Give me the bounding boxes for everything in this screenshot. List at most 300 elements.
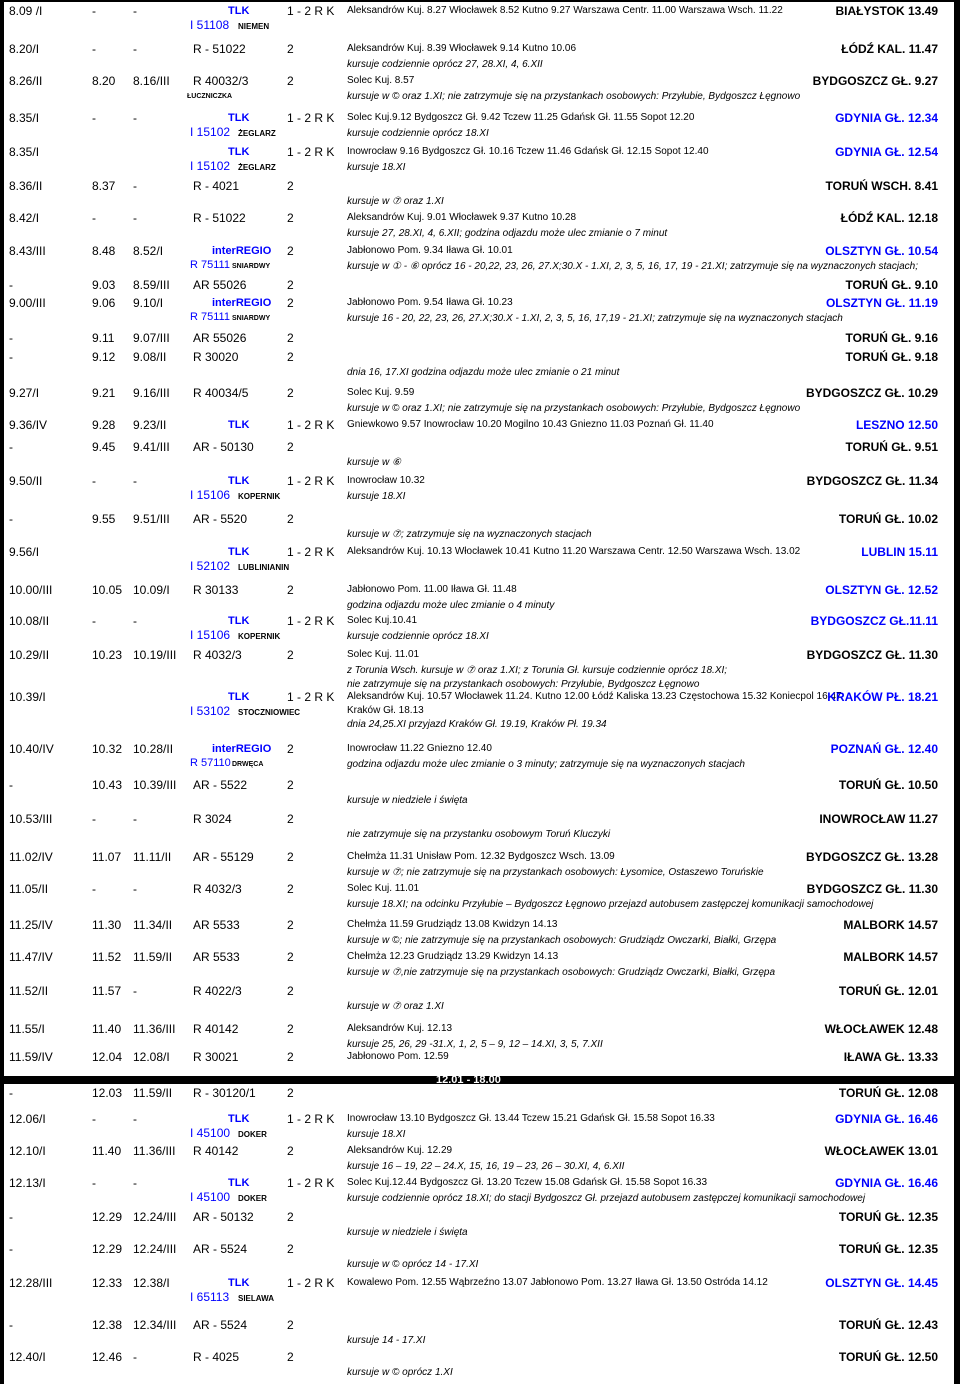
departure-time-1: 12.38 — [92, 1318, 123, 1332]
left-border — [0, 0, 4, 1384]
destination: INOWROCŁAW 11.27 — [819, 812, 938, 826]
route-note: dnia 16, 17.XI godzina odjazdu może ulec zmianie o 21 minut — [347, 367, 620, 378]
route-stops: Kowalewo Pom. 12.55 Wąbrzeźno 13.07 Jabłonowo Pom. 13.27 Iława Gł. 13.50 Ostróda 14.12 — [347, 1277, 768, 1288]
arrival-time: 9.36/IV — [9, 418, 48, 432]
train-category: R 40034/5 — [193, 386, 249, 400]
departure-time-2: 9.23/II — [133, 418, 167, 432]
route-note: kursuje w ⑦; zatrzymuje się na wyznaczonych stacjach — [347, 529, 592, 540]
departure-time-2: 10.39/III — [133, 778, 177, 792]
destination: TORUŃ GŁ. 12.50 — [838, 1350, 938, 1364]
departure-time-1: 9.11 — [92, 331, 115, 345]
train-category: R 30020 — [193, 350, 239, 364]
departure-time-2: - — [133, 984, 137, 998]
route-stops: Solec Kuj.10.41 — [347, 615, 418, 626]
departure-time-1: - — [92, 1112, 96, 1126]
route-stops: Jabłonowo Pom. 11.00 Iława Gł. 11.48 — [347, 584, 517, 595]
destination: BYDGOSZCZ GŁ. 10.29 — [805, 386, 938, 400]
class-info: 2 — [287, 211, 294, 225]
route-note: nie zatrzymuje się na przystanku osobowym Toruń Kluczyki — [347, 829, 611, 840]
arrival-time: - — [9, 1086, 13, 1100]
route-note: kursuje w ⑥ — [347, 457, 401, 468]
departure-time-2: 12.34/III — [133, 1318, 177, 1332]
route-stops: Inowrocław 11.22 Gniezno 12.40 — [347, 743, 492, 754]
train-number: I 45100 — [190, 1126, 231, 1140]
departure-time-1: 9.06 — [92, 296, 116, 310]
class-info: 2 — [287, 648, 294, 662]
departure-time-2: - — [133, 1350, 137, 1364]
arrival-time: 11.02/IV — [9, 850, 53, 864]
arrival-time: 8.35/I — [9, 111, 40, 125]
route-note: kursuje w © oprócz 14 - 17.XI — [347, 1259, 479, 1270]
class-info: 1 - 2 R K — [287, 690, 335, 704]
departure-time-1: 9.45 — [92, 440, 116, 454]
destination: LUBLIN 15.11 — [861, 545, 938, 559]
arrival-time: - — [9, 350, 13, 364]
departure-time-1: 11.40 — [92, 1022, 122, 1036]
destination: TORUŃ GŁ. 9.10 — [845, 278, 938, 292]
arrival-time: 11.59/IV — [9, 1050, 53, 1064]
class-info: 2 — [287, 1050, 294, 1064]
train-category: R 30021 — [193, 1050, 239, 1064]
train-number: I 53102 — [190, 704, 231, 718]
route-stops: Chełmża 12.23 Grudziądz 13.29 Kwidzyn 14.13 — [347, 951, 559, 962]
route-note: kursuje w niedziele i święta — [347, 795, 468, 806]
destination: GDYNIA GŁ. 12.34 — [835, 111, 938, 125]
train-number: I 15106 — [190, 628, 231, 642]
destination: WŁOCŁAWEK 12.48 — [824, 1022, 938, 1036]
arrival-time: 12.06/I — [9, 1112, 46, 1126]
destination: KRAKÓW PŁ. 18.21 — [827, 690, 938, 704]
class-info: 2 — [287, 778, 294, 792]
arrival-time: 10.08/II — [9, 614, 50, 628]
time-band-label: 12.01 - 18.00 — [436, 1074, 501, 1086]
route-stops: Aleksandrów Kuj. 8.39 Włocławek 9.14 Kutno 10.06 — [347, 43, 577, 54]
arrival-time: - — [9, 1242, 13, 1256]
arrival-time: - — [9, 278, 13, 292]
class-info: 2 — [287, 386, 294, 400]
class-info: 2 — [287, 512, 294, 526]
class-info: 1 - 2 R K — [287, 1276, 335, 1290]
train-category: R 4032/3 — [193, 882, 242, 896]
departure-time-2: 12.24/III — [133, 1210, 177, 1224]
class-info: 1 - 2 R K — [287, 474, 335, 488]
route-note: kursuje codziennie oprócz 18.XI — [347, 631, 489, 642]
route-stops: Inowrocław 13.10 Bydgoszcz Gł. 13.44 Tczew 15.21 Gdańsk Gł. 15.58 Sopot 16.33 — [347, 1113, 715, 1124]
departure-time-2: 11.36/III — [133, 1022, 176, 1036]
train-category: AR - 5524 — [193, 1318, 248, 1332]
train-name: DOKER — [238, 1194, 267, 1203]
destination: MALBORK 14.57 — [843, 918, 938, 932]
destination: TORUŃ GŁ. 9.18 — [845, 350, 938, 364]
departure-time-1: 11.07 — [92, 850, 122, 864]
arrival-time: 9.50/II — [9, 474, 43, 488]
arrival-time: 8.42/I — [9, 211, 40, 225]
departure-time-2: 8.16/III — [133, 74, 170, 88]
route-note: kursuje w ① - ⑥ oprócz 16 - 20,22, 23, 26, 27.X;30.X - 1.XI, 2, 3, 5, 16, 17, 19 - 21.XI; zatrzymuje się na wyznaczonych stacjach; — [347, 261, 918, 272]
route-note: kursuje 18.XI; na odcinku Przyłubie – Bydgoszcz Łęgnowo przejazd autobusem zastępczej komunikacji samochodowej — [347, 899, 874, 910]
class-info: 1 - 2 R K — [287, 545, 335, 559]
class-info: 2 — [287, 74, 294, 88]
train-name: ŻEGLARZ — [238, 163, 276, 172]
train-number: I 65113 — [190, 1290, 230, 1304]
arrival-time: 8.26/II — [9, 74, 43, 88]
destination: TORUŃ GŁ. 10.50 — [838, 778, 938, 792]
train-category: interREGIO — [212, 245, 272, 257]
departure-time-1: 8.48 — [92, 244, 116, 258]
train-name: DOKER — [238, 1130, 267, 1139]
route-stops: Aleksandrów Kuj. 10.13 Włocławek 10.41 Kutno 11.20 Warszawa Centr. 12.50 Warszawa Wsch. 13.02 — [347, 546, 801, 557]
class-info: 1 - 2 R K — [287, 4, 335, 18]
departure-time-1: 10.43 — [92, 778, 123, 792]
train-number: I 15106 — [190, 488, 231, 502]
arrival-time: 8.36/II — [9, 179, 43, 193]
train-category: AR - 5524 — [193, 1242, 248, 1256]
route-stops: Solec Kuj. 8.57 — [347, 75, 415, 86]
departure-time-1: - — [92, 211, 96, 225]
route-note: kursuje 27, 28.XI, 4, 6.XII; godzina odjazdu może ulec zmianie o 7 minut — [347, 228, 668, 239]
train-category: R 40032/3 — [193, 74, 249, 88]
train-category: R - 51022 — [193, 211, 246, 225]
route-note: kursuje w ⑦,nie zatrzymuje się na przystankach osobowych: Grudziądz Owczarki, Białki, Grzępa — [347, 967, 776, 978]
route-note: kursuje codziennie oprócz 18.XI — [347, 128, 489, 139]
arrival-time: 9.27/I — [9, 386, 40, 400]
route-note-2: nie zatrzymuje się na przystankach osobowych: Przyłubie, Bydgoszcz Łęgnowo — [347, 679, 700, 690]
arrival-time: 11.47/IV — [9, 950, 53, 964]
arrival-time: 8.09 /I — [9, 4, 43, 18]
departure-time-1: - — [92, 474, 96, 488]
route-stops: Aleksandrów Kuj. 9.01 Włocławek 9.37 Kutno 10.28 — [347, 212, 577, 223]
route-note: kursuje 16 – 19, 22 – 24.X, 15, 16, 19 – 23, 26 – 30.XI, 4, 6.XII — [347, 1161, 625, 1172]
arrival-time: 10.00/III — [9, 583, 53, 597]
train-category: TLK — [228, 546, 250, 558]
arrival-time: 8.20/I — [9, 42, 40, 56]
train-name: KOPERNIK — [238, 632, 281, 641]
destination: BYDGOSZCZ GŁ. 11.34 — [806, 474, 938, 488]
route-note: kursuje 16 - 20, 22, 23, 26, 27.X;30.X - 1.XI, 2, 3, 5, 16, 17,19 - 21.XI; zatrzymuje się na wyznaczonych stacjach — [347, 313, 843, 324]
train-category: AR - 50130 — [193, 440, 254, 454]
class-info: 1 - 2 R K — [287, 111, 335, 125]
departure-time-2: 11.59/II — [133, 950, 173, 964]
route-stops: Solec Kuj. 11.01 — [347, 883, 420, 894]
route-note: kursuje codziennie oprócz 18.XI; do stacji Bydgoszcz Gł. przejazd autobusem zastępczej komunikacji samochodowej — [347, 1193, 866, 1204]
departure-time-2: 11.34/II — [133, 918, 173, 932]
train-name: LUBLINIANIN — [238, 563, 290, 572]
departure-time-1: 11.52 — [92, 950, 122, 964]
departure-time-2: 8.52/I — [133, 244, 164, 258]
train-number: R 57110 — [190, 757, 231, 769]
route-note: godzina odjazdu może ulec zmianie o 3 minuty; zatrzymuje się na wyznaczonych stacjach — [347, 759, 745, 770]
departure-time-2: 9.51/III — [133, 512, 170, 526]
arrival-time: - — [9, 512, 13, 526]
arrival-time: 10.29/II — [9, 648, 50, 662]
train-category: R 4032/3 — [193, 648, 242, 662]
arrival-time: 10.40/IV — [9, 742, 54, 756]
train-number: I 15102 — [190, 159, 231, 173]
train-category: TLK — [228, 5, 250, 17]
route-stops: Solec Kuj. 11.01 — [347, 649, 420, 660]
route-stops: Solec Kuj.12.44 Bydgoszcz Gł. 13.20 Tczew 15.08 Gdańsk Gł. 15.58 Sopot 16.33 — [347, 1177, 708, 1188]
departure-time-1: 12.46 — [92, 1350, 123, 1364]
class-info: 1 - 2 R K — [287, 1176, 335, 1190]
departure-time-2: - — [133, 1112, 137, 1126]
departure-time-2: - — [133, 474, 137, 488]
destination: BYDGOSZCZ GŁ. 13.28 — [805, 850, 938, 864]
departure-time-1: 10.23 — [92, 648, 123, 662]
departure-time-2: 10.09/I — [133, 583, 170, 597]
route-note: kursuje w ©; nie zatrzymuje się na przystankach osobowych: Grudziądz Owczarki, Białki, Grzępa — [347, 935, 777, 946]
departure-time-1: 11.30 — [92, 918, 122, 932]
departure-time-2: 11.36/III — [133, 1144, 176, 1158]
destination: MALBORK 14.57 — [843, 950, 938, 964]
destination: ŁÓDŹ KAL. 12.18 — [840, 211, 938, 225]
departure-time-1: - — [92, 1176, 96, 1190]
train-name: NIEMEN — [238, 22, 270, 31]
destination: TORUŃ GŁ. 9.51 — [845, 440, 938, 454]
class-info: 2 — [287, 950, 294, 964]
class-info: 2 — [287, 1242, 294, 1256]
train-number: I 45100 — [190, 1190, 231, 1204]
class-info: 2 — [287, 1144, 294, 1158]
train-category: AR - 50132 — [193, 1210, 254, 1224]
class-info: 2 — [287, 296, 294, 310]
class-info: 2 — [287, 1350, 294, 1364]
destination: OLSZTYN GŁ. 12.52 — [825, 583, 938, 597]
departure-time-2: 10.19/III — [133, 648, 177, 662]
train-number: R 75111 — [190, 259, 230, 271]
departure-time-1: - — [92, 4, 96, 18]
route-note: kursuje 18.XI — [347, 1129, 406, 1140]
departure-time-2: - — [133, 614, 137, 628]
departure-time-1: 9.03 — [92, 278, 116, 292]
departure-time-2: 12.24/III — [133, 1242, 177, 1256]
train-category: R 40142 — [193, 1022, 239, 1036]
class-info: 2 — [287, 882, 294, 896]
departure-time-2: 9.07/III — [133, 331, 170, 345]
destination: TORUŃ GŁ. 9.16 — [845, 331, 938, 345]
class-info: 2 — [287, 1210, 294, 1224]
train-category: R 40142 — [193, 1144, 239, 1158]
class-info: 2 — [287, 742, 294, 756]
destination: GDYNIA GŁ. 12.54 — [835, 145, 938, 159]
arrival-time: - — [9, 1210, 13, 1224]
route-stops-2: Kraków Gł. 18.13 — [347, 705, 424, 716]
arrival-time: 12.13/I — [9, 1176, 46, 1190]
route-note: kursuje w ⑦; nie zatrzymuje się na przystankach osobowych: Łysomice, Ostaszewo Toruńskie — [347, 867, 764, 878]
train-category: AR 5533 — [193, 950, 240, 964]
route-note: kursuje w © oprócz 1.XI — [347, 1367, 453, 1378]
destination: BYDGOSZCZ GŁ. 11.30 — [806, 882, 938, 896]
arrival-time: 10.39/I — [9, 690, 46, 704]
departure-time-1: - — [92, 882, 96, 896]
route-note: kursuje 14 - 17.XI — [347, 1335, 426, 1346]
class-info: 2 — [287, 1086, 294, 1100]
departure-time-1: 9.28 — [92, 418, 116, 432]
departure-time-2: - — [133, 179, 137, 193]
arrival-time: 8.35/I — [9, 145, 40, 159]
destination: BYDGOSZCZ GŁ.11.11 — [810, 614, 938, 628]
departure-time-1: - — [92, 42, 96, 56]
departure-time-2: 12.08/I — [133, 1050, 170, 1064]
departure-time-1: 9.55 — [92, 512, 116, 526]
train-name: DRWĘCA — [232, 761, 264, 768]
class-info: 2 — [287, 918, 294, 932]
departure-time-2: 11.59/II — [133, 1086, 173, 1100]
route-note: kursuje w © oraz 1.XI; nie zatrzymuje się na przystankach osobowych: Przyłubie, Bydgoszcz Łęgnowo — [347, 91, 801, 102]
train-category: TLK — [228, 615, 250, 627]
arrival-time: - — [9, 778, 13, 792]
route-note: kursuje w ⑦ oraz 1.XI — [347, 1001, 444, 1012]
route-note: z Torunia Wsch. kursuje w ⑦ oraz 1.XI; z Torunia Gł. kursuje codziennie oprócz 18.XI; — [347, 665, 728, 676]
departure-time-1: 11.57 — [92, 984, 122, 998]
class-info: 1 - 2 R K — [287, 614, 335, 628]
route-stops: Inowrocław 10.32 — [347, 475, 425, 486]
destination: BYDGOSZCZ GŁ. 9.27 — [812, 74, 938, 88]
destination: GDYNIA GŁ. 16.46 — [835, 1112, 938, 1126]
departure-time-1: 9.21 — [92, 386, 116, 400]
arrival-time: 9.56/I — [9, 545, 40, 559]
destination: TORUŃ WSCH. 8.41 — [825, 179, 938, 193]
class-info: 1 - 2 R K — [287, 145, 335, 159]
train-number: I 15102 — [190, 125, 231, 139]
train-category: AR - 5522 — [193, 778, 248, 792]
train-category: AR 55026 — [193, 331, 247, 345]
class-info: 2 — [287, 350, 294, 364]
train-category: AR - 5520 — [193, 512, 248, 526]
train-category: TLK — [228, 112, 250, 124]
class-info: 1 - 2 R K — [287, 418, 335, 432]
class-info: 2 — [287, 331, 294, 345]
route-stops: Aleksandrów Kuj. 12.13 — [347, 1023, 453, 1034]
departure-time-2: 12.38/I — [133, 1276, 170, 1290]
train-name: KOPERNIK — [238, 492, 281, 501]
train-category: TLK — [228, 1113, 250, 1125]
departure-time-1: 12.04 — [92, 1050, 123, 1064]
train-name: ŻEGLARZ — [238, 129, 276, 138]
train-category: interREGIO — [212, 297, 272, 309]
train-category: AR 5533 — [193, 918, 240, 932]
class-info: 2 — [287, 850, 294, 864]
train-category: R - 51022 — [193, 42, 246, 56]
departure-time-1: - — [92, 111, 96, 125]
route-stops: Chełmża 11.31 Unisław Pom. 12.32 Bydgoszcz Wsch. 13.09 — [347, 851, 615, 862]
train-name: SNIARDWY — [232, 315, 271, 322]
train-name: SNIARDWY — [232, 263, 271, 270]
route-note: kursuje codziennie oprócz 27, 28.XI, 4, 6.XII — [347, 59, 543, 70]
departure-time-1: 12.29 — [92, 1242, 123, 1256]
arrival-time: 10.53/III — [9, 812, 53, 826]
destination: WŁOCŁAWEK 13.01 — [824, 1144, 938, 1158]
arrival-time: - — [9, 1318, 13, 1332]
destination: TORUŃ GŁ. 12.08 — [838, 1086, 938, 1100]
route-stops: Aleksandrów Kuj. 8.27 Włocławek 8.52 Kutno 9.27 Warszawa Centr. 11.00 Warszawa Wsch. 11.22 — [347, 5, 783, 16]
train-category: R 30133 — [193, 583, 239, 597]
route-note: kursuje w © oraz 1.XI; nie zatrzymuje się na przystankach osobowych: Przyłubie, Bydgoszcz Łęgnowo — [347, 403, 801, 414]
train-category: R - 4025 — [193, 1350, 240, 1364]
departure-time-2: - — [133, 1176, 137, 1190]
train-category: TLK — [228, 419, 250, 431]
arrival-time: 9.00/III — [9, 296, 46, 310]
train-category: TLK — [228, 691, 250, 703]
train-category: AR 55026 — [193, 278, 247, 292]
departure-time-2: - — [133, 882, 137, 896]
route-stops: Jabłonowo Pom. 9.34 Iława Gł. 10.01 — [347, 245, 513, 256]
departure-time-2: 11.11/II — [133, 850, 172, 864]
class-info: 2 — [287, 42, 294, 56]
route-note: godzina odjazdu może ulec zmianie o 4 minuty — [347, 600, 555, 611]
train-name: STOCZNIOWIEC — [238, 708, 301, 717]
destination: OLSZTYN GŁ. 14.45 — [825, 1276, 938, 1290]
destination: BIAŁYSTOK 13.49 — [835, 4, 938, 18]
departure-time-1: 10.32 — [92, 742, 123, 756]
departure-time-2: 9.10/I — [133, 296, 164, 310]
arrival-time: 11.55/I — [9, 1022, 45, 1036]
departure-time-1: 12.33 — [92, 1276, 123, 1290]
route-stops: Chełmża 11.59 Grudziądz 13.08 Kwidzyn 14.13 — [347, 919, 558, 930]
train-category: TLK — [228, 146, 250, 158]
train-category: TLK — [228, 1277, 250, 1289]
class-info: 1 - 2 R K — [287, 1112, 335, 1126]
departure-time-1: 11.40 — [92, 1144, 122, 1158]
arrival-time: 12.28/III — [9, 1276, 53, 1290]
train-name: SIELAWA — [238, 1294, 275, 1303]
departure-time-2: - — [133, 4, 137, 18]
route-stops: Aleksandrów Kuj. 12.29 — [347, 1145, 453, 1156]
departure-time-1: 12.29 — [92, 1210, 123, 1224]
class-info: 2 — [287, 1318, 294, 1332]
route-note: kursuje w ⑦ oraz 1.XI — [347, 196, 444, 207]
departure-time-2: - — [133, 812, 137, 826]
train-category: R 3024 — [193, 812, 232, 826]
train-category: R - 30120/1 — [193, 1086, 256, 1100]
train-category: interREGIO — [212, 743, 272, 755]
destination: TORUŃ GŁ. 12.35 — [838, 1242, 938, 1256]
destination: POZNAŃ GŁ. 12.40 — [830, 742, 938, 756]
destination: IŁAWA GŁ. 13.33 — [843, 1050, 938, 1064]
departure-time-1: 10.05 — [92, 583, 123, 597]
arrival-time: 12.40/I — [9, 1350, 46, 1364]
train-category: TLK — [228, 475, 250, 487]
train-name: ŁUCZNICZKA — [187, 93, 233, 100]
train-number: R 75111 — [190, 311, 230, 323]
departure-time-1: 8.37 — [92, 179, 116, 193]
destination: TORUŃ GŁ. 10.02 — [838, 512, 938, 526]
class-info: 2 — [287, 278, 294, 292]
train-category: AR - 55129 — [193, 850, 254, 864]
route-stops: Solec Kuj. 9.59 — [347, 387, 415, 398]
class-info: 2 — [287, 1022, 294, 1036]
class-info: 2 — [287, 812, 294, 826]
route-stops: Aleksandrów Kuj. 10.57 Włocławek 11.24. Kutno 12.00 Łódź Kaliska 13.23 Częstochowa 15.32 Koniecpol 16.47 — [347, 691, 842, 702]
train-number: I 51108 — [190, 18, 230, 32]
destination: BYDGOSZCZ GŁ. 11.30 — [806, 648, 938, 662]
destination: TORUŃ GŁ. 12.43 — [838, 1318, 938, 1332]
departure-time-2: 9.41/III — [133, 440, 170, 454]
destination: ŁÓDŹ KAL. 11.47 — [841, 42, 938, 56]
route-note: kursuje 18.XI — [347, 162, 406, 173]
class-info: 2 — [287, 179, 294, 193]
departure-time-2: - — [133, 211, 137, 225]
destination: GDYNIA GŁ. 16.46 — [835, 1176, 938, 1190]
departure-time-1: - — [92, 812, 96, 826]
arrival-time: 8.43/III — [9, 244, 46, 258]
departure-time-2: - — [133, 42, 137, 56]
train-category: R 4022/3 — [193, 984, 242, 998]
train-category: TLK — [228, 1177, 250, 1189]
destination: TORUŃ GŁ. 12.01 — [838, 984, 938, 998]
arrival-time: 11.52/II — [9, 984, 49, 998]
departure-time-2: 9.08/II — [133, 350, 167, 364]
departure-time-2: 8.59/III — [133, 278, 170, 292]
